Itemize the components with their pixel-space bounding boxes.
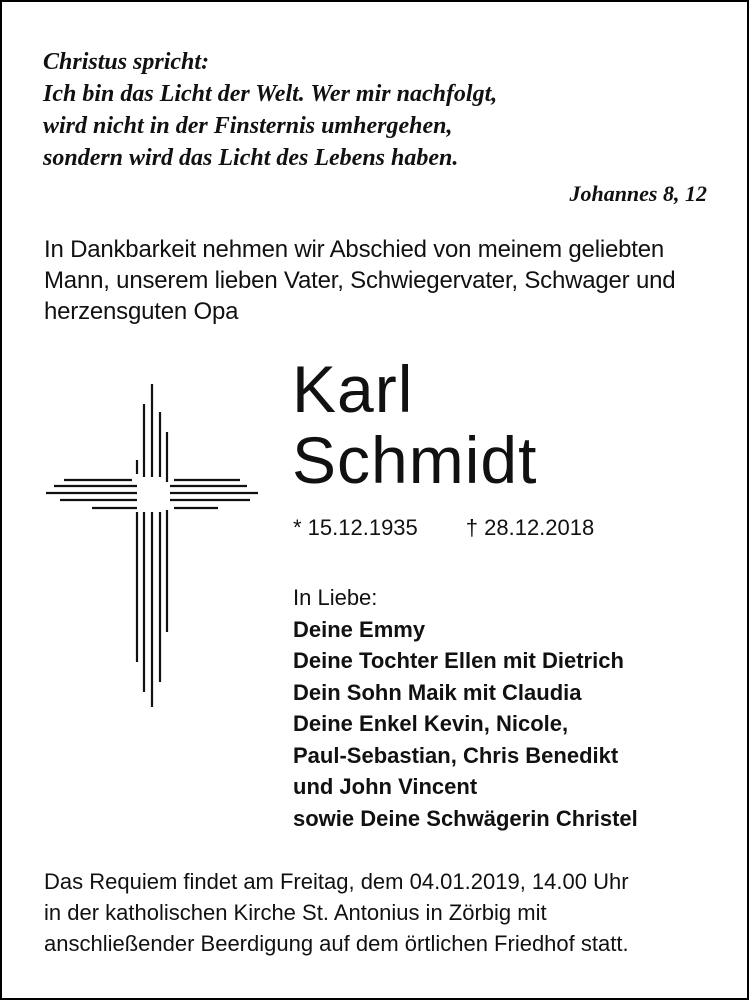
- birth-date: * 15.12.1935: [293, 515, 418, 540]
- mourner-line: Paul-Sebastian, Chris Benedikt: [293, 742, 619, 768]
- intro-line: Mann, unserem lieben Vater, Schwiegervater, Schwager und: [44, 267, 676, 294]
- mourners-heading: In Liebe:: [293, 585, 378, 610]
- verse-line: wird nicht in der Finsternis umhergehen,: [43, 113, 453, 139]
- verse-line: Christus spricht:: [43, 49, 210, 75]
- life-dates: [293, 515, 594, 541]
- funeral-info: [44, 866, 724, 959]
- mourner-line: Deine Emmy: [293, 616, 426, 642]
- mourner-line: Deine Tochter Ellen mit Dietrich: [293, 648, 624, 673]
- funeral-info-line: in der katholischen Kirche St. Antonius in Zörbig mit: [44, 900, 547, 925]
- mourner-line: und John Vincent: [293, 774, 478, 799]
- first-name: Karl: [292, 352, 414, 426]
- last-name: Schmidt: [292, 423, 538, 497]
- verse-line: Ich bin das Licht der Welt. Wer mir nachfolgt,: [43, 81, 498, 107]
- funeral-info-line: anschließender Beerdigung auf dem örtlichen Friedhof statt.: [44, 931, 629, 956]
- intro-line: In Dankbarkeit nehmen wir Abschied von meinem geliebten: [44, 236, 665, 263]
- verse-reference: Johannes 8, 12: [569, 181, 707, 206]
- deceased-name: [292, 354, 537, 496]
- death-date: † 28.12.2018: [465, 515, 595, 540]
- mourners-list: [293, 582, 638, 834]
- funeral-info-line: Das Requiem findet am Freitag, dem 04.01.2019, 14.00 Uhr: [44, 869, 629, 894]
- mourner-line: sowie Deine Schwägerin Christel: [293, 805, 638, 831]
- mourner-line: Deine Enkel Kevin, Nicole,: [293, 711, 569, 736]
- cross-icon: [42, 382, 262, 712]
- mourner-line: Dein Sohn Maik mit Claudia: [293, 679, 582, 705]
- verse-line: sondern wird das Licht des Lebens haben.: [43, 145, 459, 171]
- intro-line: herzensguten Opa: [44, 298, 239, 325]
- intro-text: [44, 234, 724, 327]
- bible-verse: [43, 46, 713, 206]
